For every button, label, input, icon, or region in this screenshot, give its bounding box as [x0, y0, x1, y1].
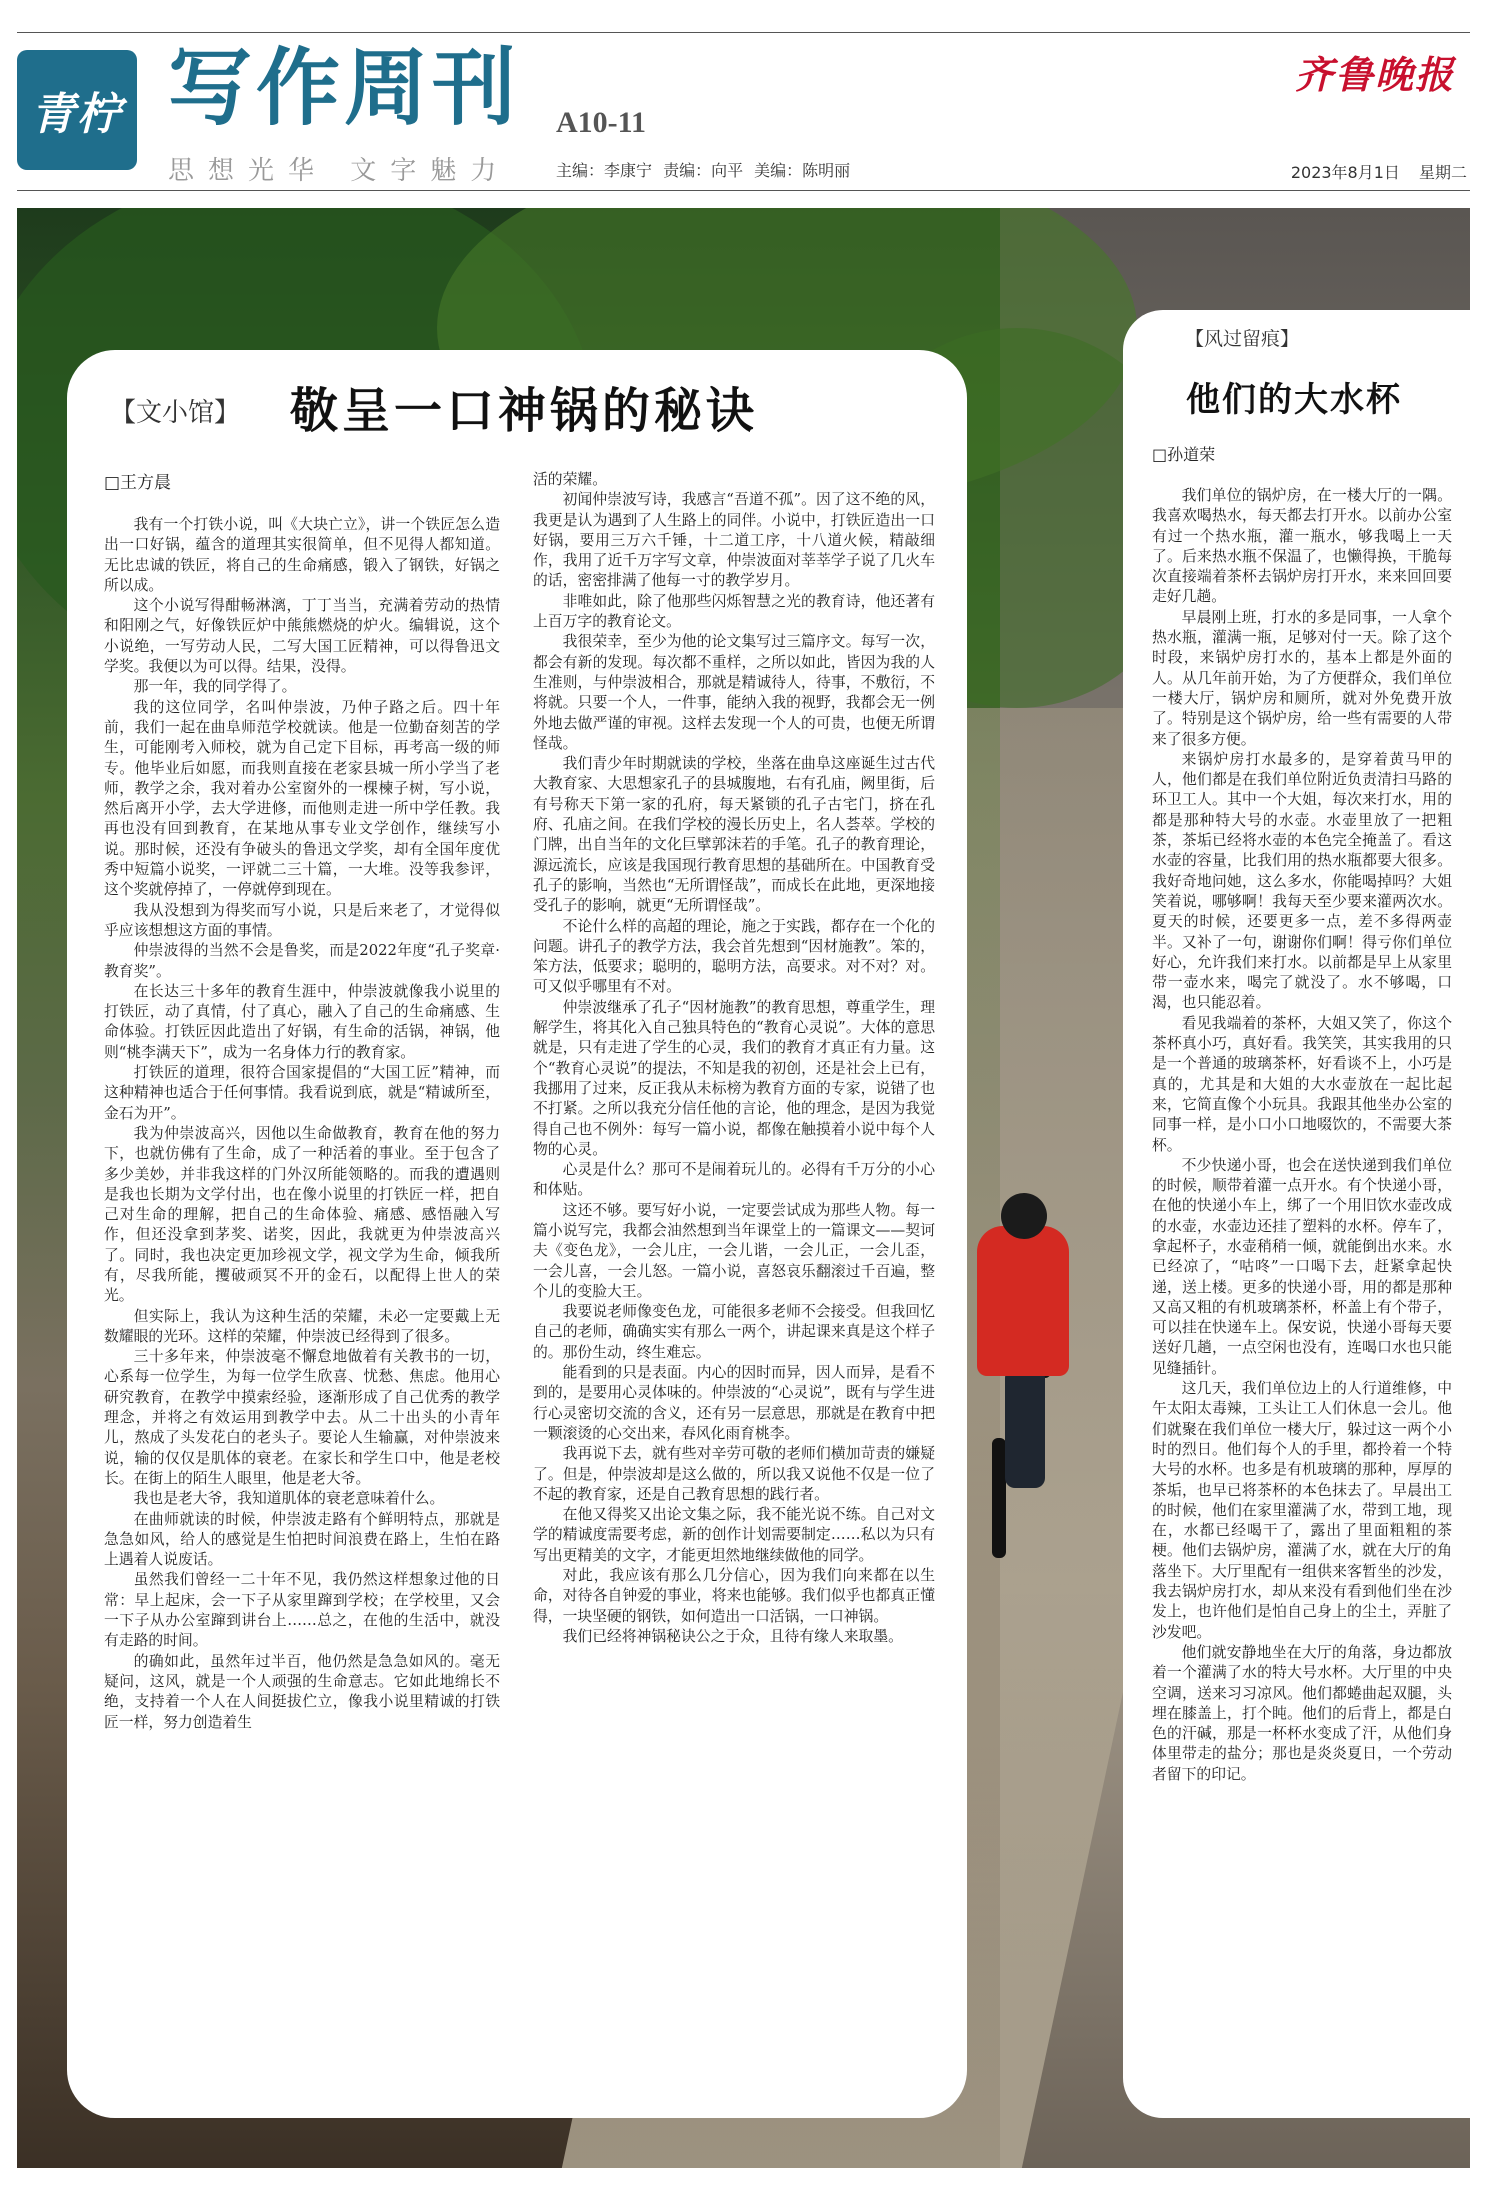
- right-article-tag: 【风过留痕】: [1185, 328, 1300, 350]
- rider-legs: [1005, 1368, 1045, 1488]
- paragraph: 这还不够。要写好小说，一定要尝试成为那些人物。每一篇小说写完，我都会油然想到当年课堂上的一篇课文——契诃夫《变色龙》，一会儿庄，一会儿谐，一会儿正，一会儿歪，一会儿喜，一会儿怒。一篇小说，喜怒哀乐翻滚过千百遍，整个儿的变脸大王。: [533, 1201, 935, 1300]
- paragraph: 我也是老大爷，我知道肌体的衰老意味着什么。: [133, 1490, 445, 1508]
- paragraph: 仲崇波继承了孔子“因材施教”的教育思想，尊重学生，理解学生，将其化入自己独具特色的“教育心灵说”。大体的意思就是，只有走进了学生的心灵，我们的教育才真正有力量。这个“教育心灵说”的提法，不知是我的初创，还是社会上已有，我挪用了过来，反正我从未标榜为教育方面的专家，说错了也不打紧。之所以我充分信任他的言论，他的理念，是因为我觉得自己也不例外：每写一篇小说，都像在触摸着小说中每个人物的心灵。: [533, 998, 935, 1158]
- right-article-author: □孙道荣: [1152, 445, 1216, 464]
- paragraph: 不少快递小哥，也会在送快递到我们单位的时候，顺带着灌一点开水。有个快递小哥，在他的快递小车上，绑了一个用旧饮水壶改成的水壶，水壶边还挂了塑料的水杯。停车了，拿起杯子，水壶稍稍一倾，就能倒出水来。水已经凉了，“咕咚”一口喝下去，赶紧拿起快递，送上楼。更多的快递小哥，用的都是那种又高又粗的有机玻璃茶杯，杯盖上有个带子，可以挂在快递车上。保安说，快递小哥每天要送好几趟，一点空闲也没有，连喝口水也只能见缝插针。: [1152, 1156, 1452, 1377]
- paragraph: 对此，我应该有那么几分信心，因为我们向来都在以生命，对待各自钟爱的事业，将来也能够。我们似乎也都真正懂得，一块坚硬的钢铁，如何造出一口活锅，一口神锅。: [533, 1567, 935, 1625]
- paragraph: 虽然我们曾经一二十年不见，我仍然这样想象过他的日常：早上起床，会一下子从家里蹿到学校；在学校里，又会一下子从办公室蹿到讲台上……总之，在他的生活中，就没有走路的时间。: [104, 1571, 500, 1650]
- paragraph: 我从没想到为得奖而写小说，只是后来老了，才觉得似乎应该想想这方面的事情。: [104, 901, 500, 939]
- paragraph: 活的荣耀。: [533, 471, 607, 488]
- paragraph: 来锅炉房打水最多的，是穿着黄马甲的人，他们都是在我们单位附近负责清扫马路的环卫工人。其中一个大姐，每次来打水，用的都是那种特大号的水壶。水壶里放了一把粗茶，茶垢已经将水壶的本色完全掩盖了。看这水壶的容量，比我们用的热水瓶都要大很多。我好奇地问她，这么多水，你能喝掉吗？大姐笑着说，哪够啊！我每天至少要来灌两次水。夏天的时候，还要更多一点，差不多得两壶半。又补了一句，谢谢你们啊！得亏你们单位好心，允许我们来打水。以前都是早上从家里带一壶水来，喝完了就没了。水不够喝，口渴，也只能忍着。: [1152, 750, 1452, 1012]
- left-article-author: □王方晨: [104, 473, 172, 493]
- paragraph: 在长达三十多年的教育生涯中，仲崇波就像我小说里的打铁匠，动了真情，付了真心，融入了自己的生命痛感、生命体验。打铁匠因此造出了好锅，有生命的活锅，神锅，他则“桃李满天下”，成为一名身体力行的教育家。: [104, 982, 500, 1061]
- right-article-column: [1152, 486, 1452, 2086]
- paragraph: 心灵是什么？那可不是闹着玩儿的。必得有千万分的小心和体贴。: [533, 1161, 935, 1199]
- rider-head: [1001, 1193, 1047, 1239]
- paragraph: 仲崇波得的当然不会是鲁奖，而是2022年度“孔子奖章·教育奖”。: [104, 942, 500, 980]
- paragraph: 能看到的只是表面。内心的因时而异，因人而异，是看不到的，是要用心灵体味的。仲崇波的“心灵说”，既有与学生进行心灵密切交流的含义，还有另一层意思，那就是在教育中把一颗滚烫的心交出来，春风化雨育桃李。: [533, 1364, 935, 1442]
- left-article-column-1: [104, 515, 500, 2100]
- top-rule: [17, 32, 1470, 33]
- paragraph: 在他又得奖又出论文集之际，我不能光说不练。自己对文学的精诚度需要考虑，新的创作计划需要制定……私以为只有写出更精美的文字，才能更坦然地继续做他的同学。: [533, 1506, 935, 1564]
- paragraph: 三十多年来，仲崇波毫不懈怠地做着有关教书的一切，心系每一位学生，为每一位学生欣喜、忧愁、焦虑。他用心研究教育，在教学中摸索经验，逐渐形成了自己优秀的教学理念，并将之有效运用到教学中去。从二十出头的小青年儿，熬成了头发花白的老头子。要论人生输赢，对仲崇波来说，输的仅仅是肌体的衰老。在家长和学生口中，他是老校长。在街上的陌生人眼里，他是老大爷。: [104, 1348, 500, 1487]
- paragraph: 看见我端着的茶杯，大姐又笑了，你这个茶杯真小巧，真好看。我笑笑，其实我用的只是一个普通的玻璃茶杯，好看谈不上，小巧是真的，尤其是和大姐的大水壶放在一起比起来，它简直像个小玩具。我跟其他坐办公室的同事一样，是小口小口地啜饮的，不需要大茶杯。: [1152, 1014, 1452, 1154]
- paragraph: 这个小说写得酣畅淋漓，丁丁当当，充满着劳动的热情和阳刚之气，好像铁匠炉中熊熊燃烧的炉火。编辑说，这个小说绝，一写劳动人民，二写大国工匠精神，可以得鲁迅文学奖。我便以为可以得。结果，没得。: [104, 597, 500, 676]
- paragraph: 非唯如此，除了他那些闪烁智慧之光的教育诗，他还著有上百万字的教育论文。: [533, 592, 935, 631]
- page-number: A10-11: [556, 106, 646, 139]
- paragraph: 我要说老师像变色龙，可能很多老师不会接受。但我回忆自己的老师，确确实实有那么一两个，讲起课来真是这个样子的。那份生动，终生难忘。: [533, 1303, 935, 1361]
- qingning-logo: 青柠: [17, 50, 137, 170]
- right-article-title: 他们的大水杯: [1186, 380, 1402, 420]
- paragraph: 我有一个打铁小说，叫《大块亡立》，讲一个铁匠怎么造出一口好锅，蕴含的道理其实很简单，但不见得人都知道。无比忠诚的铁匠，将自己的生命痛感，锻入了钢铁，好锅之所以成。: [104, 516, 500, 594]
- issue-date: 2023年8月1日 星期二: [1290, 163, 1467, 182]
- editor-credits: 主编：李康宁 责编：向平 美编：陈明丽: [556, 161, 851, 180]
- left-article-column-2: [533, 470, 935, 2100]
- paragraph: 我为仲崇波高兴，因他以生命做教育，教育在他的努力下，也就仿佛有了生命，成了一种活着的事业。至于包含了多少美妙，并非我这样的门外汉所能领略的。而我的遭遇则是我也长期为文学付出，也在像小说里的打铁匠一样，把自己对生命的理解，把自己的生命体验、痛感、感悟融入写作，但还没拿到茅奖、诺奖，因此，我就更为仲崇波高兴了。同时，我也决定更加珍视文学，视文学为生命，倾我所有，尽我所能，攫破顽冥不开的金石，以配得上世人的荣光。: [104, 1124, 500, 1305]
- paragraph: 但实际上，我认为这种生活的荣耀，未必一定要戴上无数耀眼的光环。这样的荣耀，仲崇波已经得到了很多。: [104, 1307, 500, 1345]
- section-slogan: 思想光华 文字魅力: [168, 156, 511, 186]
- paragraph: 早晨刚上班，打水的多是同事，一人拿个热水瓶，灌满一瓶，足够对付一天。除了这个时段，来锅炉房打水的，基本上都是外面的人。从几年前开始，为了方便群众，我们单位一楼大厅，锅炉房和厕所，就对外免费开放了。特别是这个锅炉房，给一些有需要的人带来了很多方便。: [1152, 608, 1452, 748]
- left-article-title: 敬呈一口神锅的秘诀: [290, 383, 759, 439]
- paragraph: 在曲师就读的时候，仲崇波走路有个鲜明特点，那就是急急如风，给人的感觉是生怕把时间浪费在路上，生怕在路上遇着人说废话。: [104, 1510, 500, 1569]
- newspaper-brand: 齐鲁晚报: [1294, 52, 1455, 97]
- paragraph: 我再说下去，就有些对辛劳可敬的老师们横加苛责的嫌疑了。但是，仲崇波却是这么做的，所以我又说他不仅是一位了不起的教育家，还是自己教育思想的践行者。: [533, 1445, 935, 1503]
- rider-red-shirt: [977, 1226, 1069, 1376]
- paragraph: 那一年，我的同学得了。: [133, 678, 297, 696]
- paragraph: 我们单位的锅炉房，在一楼大厅的一隅。我喜欢喝热水，每天都去打开水。以前办公室有过一个热水瓶，灌一瓶水，够我喝上一天了。后来热水瓶不保温了，也懒得换，干脆每次直接端着茶杯去锅炉房打开水，来来回回要走好几趟。: [1152, 487, 1452, 606]
- paragraph: 不论什么样的高超的理论，施之于实践，都存在一个化的问题。讲孔子的教学方法，我会首先想到“因材施教”。笨的，笨方法，低要求；聪明的，聪明方法，高要求。对不对？对。可又似乎哪里有不对。: [533, 917, 935, 996]
- bicycle-wheel: [992, 1438, 1006, 1558]
- paragraph: 初闻仲崇波写诗，我感言“吾道不孤”。因了这不绝的风，我更是认为遇到了人生路上的同伴。小说中，打铁匠造出一口好锅，要用三万六千锤，十二道工序，十八道火候，精敲细作，我用了近千万字写文章，仲崇波面对莘莘学子说了几火车的话，密密排满了他每一寸的教学岁月。: [533, 491, 935, 590]
- paragraph: 打铁匠的道理，很符合国家提倡的“大国工匠”精神，而这种精神也适合于任何事情。我看说到底，就是“精诚所至，金石为开”。: [104, 1064, 500, 1122]
- header-rule: [17, 190, 1470, 191]
- paragraph: 我们青少年时期就读的学校，坐落在曲阜这座诞生过古代大教育家、大思想家孔子的县城腹地，右有孔庙，阙里街，后有号称天下第一家的孔府，每天紧锁的孔子古宅门，挤在孔府、孔庙之间。在我们学校的漫长历史上，名人荟萃。学校的门牌，出自当年的文化巨擘郭沫若的手笔。孔子的教育理论，源远流长，应该是我国现行教育思想的基础所在。中国教育受孔子的影响，当然也“无所谓怪哉”，而成长在此地，更深地接受孔子的影响，就更“无所谓怪哉”。: [533, 755, 935, 915]
- paragraph: 我很荣幸，至少为他的论文集写过三篇序文。每写一次，都会有新的发现。每次都不重样，之所以如此，皆因为我的人生准则，与仲崇波相合，那就是精诚待人，待事，不敷衍，不将就。只要一个人，一件事，能纳入我的视野，我都会无一例外地去做严谨的审视。这样去发现一个人的可贵，也便无所谓怪哉。: [533, 633, 935, 752]
- paragraph: 这几天，我们单位边上的人行道维修，中午太阳太毒辣，工头让工人们休息一会儿。他们就聚在我们单位一楼大厅，躲过这一两个小时的烈日。他们每个人的手里，都拎着一个特大号的水杯。也多是有机玻璃的那种，厚厚的茶垢，也早已将茶杯的本色抹去了。早晨出工的时候，他们在家里灌满了水，带到工地，现在，水都已经喝干了，露出了里面粗粗的茶梗。他们去锅炉房，灌满了水，就在大厅的角落坐下。大厅里配有一组供来客暂坐的沙发，我去锅炉房打水，却从来没有看到他们坐在沙发上，也许他们是怕自己身上的尘土，弄脏了沙发吧。: [1152, 1380, 1452, 1641]
- paragraph: 我们已经将神锅秘诀公之于众，且待有缘人来取墨。: [562, 1627, 903, 1645]
- left-article-tag: 【文小馆】: [110, 398, 241, 428]
- paragraph: 我的这位同学，名叫仲崇波，乃仲子路之后。四十年前，我们一起在曲阜师范学校就读。他是一位勤奋刻苦的学生，可能刚考入师校，就为自己定下目标，再考高一级的师专。他毕业后如愿，而我则直接在老家县城一所小学当了老师，教学之余，我对着办公室窗外的一棵楝子树，写小说，然后离开小学，去大学进修，而他则走进一所中学任教。我再也没有回到教育，在某地从事专业文学创作，继续写小说。那时候，还没有争破头的鲁迅文学奖，却有全国年度优秀中短篇小说奖，一评就二三十篇，一大堆。没等我参评，这个奖就停掉了，一停就停到现在。: [104, 698, 500, 899]
- section-title: 写作周刊: [168, 38, 521, 137]
- paragraph: 的确如此，虽然年过半百，他仍然是急急如风的。毫无疑问，这风，就是一个人顽强的生命意志。它如此地绵长不绝，支持着一个人在人间挺拔伫立，像我小说里精诚的打铁匠一样，努力创造着生: [104, 1652, 500, 1731]
- paragraph: 他们就安静地坐在大厅的角落，身边都放着一个灌满了水的特大号水杯。大厅里的中央空调，送来习习凉风。他们都蜷曲起双腿，头埋在膝盖上，打个盹。他们的后背上，都是白色的汗碱，那是一杯杯水变成了汗，从他们身体里带走的盐分；那也是炎炎夏日，一个劳动者留下的印记。: [1152, 1643, 1452, 1783]
